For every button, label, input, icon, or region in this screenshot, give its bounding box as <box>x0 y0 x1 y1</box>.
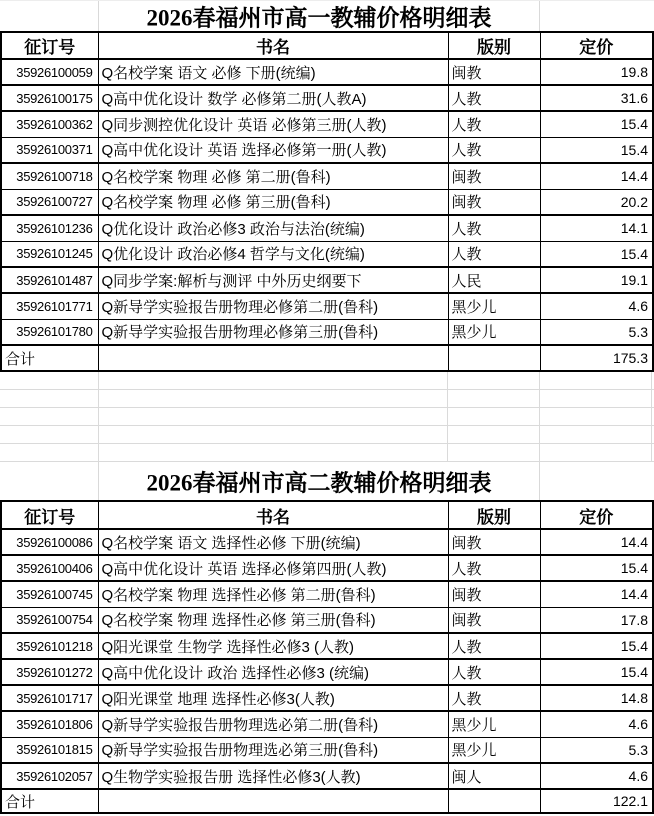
empty-cell[interactable] <box>448 789 540 813</box>
cell-price[interactable]: 15.4 <box>540 241 653 267</box>
cell-publisher[interactable]: 黑少儿 <box>448 737 540 763</box>
cell-order-id[interactable]: 35926102057 <box>1 763 98 789</box>
cell-price[interactable]: 15.4 <box>540 137 653 163</box>
cell-price[interactable]: 14.4 <box>540 581 653 607</box>
cell-publisher[interactable]: 黑少儿 <box>448 319 540 345</box>
cell-publisher[interactable]: 人教 <box>448 555 540 581</box>
cell-book-name[interactable]: Q名校学案 物理 选择性必修 第三册(鲁科) <box>98 607 448 633</box>
cell-publisher[interactable]: 人教 <box>448 241 540 267</box>
header-cell-price[interactable]: 定价 <box>540 32 653 59</box>
cell-book-name[interactable]: Q名校学案 物理 必修 第二册(鲁科) <box>98 163 448 189</box>
table-row <box>1 111 653 137</box>
cell-book-name[interactable]: Q新导学实验报告册物理选必第三册(鲁科) <box>98 737 448 763</box>
table-row <box>1 85 653 111</box>
cell-price[interactable]: 4.6 <box>540 711 653 737</box>
empty-cell[interactable] <box>98 345 448 371</box>
header-cell-publisher[interactable]: 版别 <box>448 32 540 59</box>
header-row <box>1 501 653 529</box>
cell-order-id[interactable]: 35926100745 <box>1 581 98 607</box>
grade10-title-row[interactable] <box>0 0 654 31</box>
cell-book-name[interactable]: Q名校学案 语文 选择性必修 下册(统编) <box>98 529 448 555</box>
total-row <box>1 345 653 371</box>
cell-publisher[interactable]: 人教 <box>448 137 540 163</box>
cell-book-name[interactable]: Q名校学案 语文 必修 下册(统编) <box>98 59 448 85</box>
cell-order-id[interactable]: 35926101780 <box>1 319 98 345</box>
cell-price[interactable]: 4.6 <box>540 763 653 789</box>
cell-price[interactable]: 5.3 <box>540 319 653 345</box>
cell-publisher[interactable]: 人教 <box>448 659 540 685</box>
header-cell-book-name[interactable]: 书名 <box>98 32 448 59</box>
cell-price[interactable]: 31.6 <box>540 85 653 111</box>
cell-book-name[interactable]: Q新导学实验报告册物理必修第二册(鲁科) <box>98 293 448 319</box>
cell-publisher[interactable]: 闽教 <box>448 607 540 633</box>
cell-order-id[interactable]: 35926101245 <box>1 241 98 267</box>
cell-order-id[interactable]: 35926100175 <box>1 85 98 111</box>
cell-price[interactable]: 5.3 <box>540 737 653 763</box>
empty-cell[interactable] <box>98 789 448 813</box>
total-value-cell[interactable]: 122.1 <box>540 789 653 813</box>
header-cell-order-id[interactable]: 征订号 <box>1 32 98 59</box>
cell-order-id[interactable]: 35926100086 <box>1 529 98 555</box>
cell-price[interactable]: 19.1 <box>540 267 653 293</box>
cell-price[interactable]: 14.4 <box>540 529 653 555</box>
header-cell-order-id[interactable]: 征订号 <box>1 501 98 529</box>
table-row <box>1 555 653 581</box>
cell-publisher[interactable]: 人教 <box>448 215 540 241</box>
cell-price[interactable]: 20.2 <box>540 189 653 215</box>
cell-book-name[interactable]: Q高中优化设计 政治 选择性必修3 (统编) <box>98 659 448 685</box>
cell-publisher[interactable]: 黑少儿 <box>448 293 540 319</box>
cell-order-id[interactable]: 35926100406 <box>1 555 98 581</box>
cell-order-id[interactable]: 35926101717 <box>1 685 98 711</box>
total-label-cell[interactable]: 合计 <box>1 345 98 371</box>
table-row <box>1 763 653 789</box>
cell-order-id[interactable]: 35926100362 <box>1 111 98 137</box>
cell-order-id[interactable]: 35926101272 <box>1 659 98 685</box>
cell-order-id[interactable]: 35926100754 <box>1 607 98 633</box>
header-cell-publisher[interactable]: 版别 <box>448 501 540 529</box>
table-row <box>1 607 653 633</box>
table-row <box>1 241 653 267</box>
table-row <box>1 59 653 85</box>
cell-order-id[interactable]: 35926101218 <box>1 633 98 659</box>
table-row <box>1 659 653 685</box>
cell-book-name[interactable]: Q阳光课堂 生物学 选择性必修3 (人教) <box>98 633 448 659</box>
cell-book-name[interactable]: Q高中优化设计 数学 必修第二册(人教A) <box>98 85 448 111</box>
header-row <box>1 32 653 59</box>
cell-order-id[interactable]: 35926101236 <box>1 215 98 241</box>
cell-book-name[interactable]: Q名校学案 物理 选择性必修 第二册(鲁科) <box>98 581 448 607</box>
empty-grid-area[interactable] <box>0 372 654 462</box>
total-value-cell[interactable]: 175.3 <box>540 345 653 371</box>
cell-order-id[interactable]: 35926101771 <box>1 293 98 319</box>
cell-price[interactable]: 19.8 <box>540 59 653 85</box>
cell-order-id[interactable]: 35926100371 <box>1 137 98 163</box>
cell-order-id[interactable]: 35926100718 <box>1 163 98 189</box>
cell-book-name[interactable]: Q高中优化设计 英语 选择必修第一册(人教) <box>98 137 448 163</box>
cell-book-name[interactable]: Q生物学实验报告册 选择性必修3(人教) <box>98 763 448 789</box>
table-row <box>1 685 653 711</box>
cell-book-name[interactable]: Q新导学实验报告册物理必修第三册(鲁科) <box>98 319 448 345</box>
cell-price[interactable]: 14.8 <box>540 685 653 711</box>
cell-book-name[interactable]: Q阳光课堂 地理 选择性必修3(人教) <box>98 685 448 711</box>
cell-publisher[interactable]: 人民 <box>448 267 540 293</box>
table-row <box>1 737 653 763</box>
cell-publisher[interactable]: 闽教 <box>448 529 540 555</box>
cell-book-name[interactable]: Q同步学案:解析与测评 中外历史纲要下 <box>98 267 448 293</box>
cell-price[interactable]: 17.8 <box>540 607 653 633</box>
cell-price[interactable]: 15.4 <box>540 111 653 137</box>
cell-price[interactable]: 15.4 <box>540 659 653 685</box>
cell-order-id[interactable]: 35926101487 <box>1 267 98 293</box>
cell-book-name[interactable]: Q高中优化设计 英语 选择必修第四册(人教) <box>98 555 448 581</box>
grade11-price-table <box>0 500 654 814</box>
grade11-table-title: 2026春福州市高二教辅价格明细表 <box>146 470 492 496</box>
empty-cell[interactable] <box>448 345 540 371</box>
table-row <box>1 319 653 345</box>
table-row <box>1 215 653 241</box>
table-row <box>1 137 653 163</box>
cell-price[interactable]: 14.4 <box>540 163 653 189</box>
cell-order-id[interactable]: 35926101806 <box>1 711 98 737</box>
cell-book-name[interactable]: Q新导学实验报告册物理选必第二册(鲁科) <box>98 711 448 737</box>
grade11-title-row[interactable] <box>0 462 654 500</box>
total-row <box>1 789 653 813</box>
table-row <box>1 633 653 659</box>
header-cell-book-name[interactable]: 书名 <box>98 501 448 529</box>
cell-publisher[interactable]: 人教 <box>448 685 540 711</box>
cell-publisher[interactable]: 闽教 <box>448 189 540 215</box>
table-row <box>1 163 653 189</box>
cell-order-id[interactable]: 35926100059 <box>1 59 98 85</box>
cell-publisher[interactable]: 人教 <box>448 633 540 659</box>
cell-publisher[interactable]: 黑少儿 <box>448 711 540 737</box>
table-row <box>1 529 653 555</box>
cell-publisher[interactable]: 闽人 <box>448 763 540 789</box>
cell-publisher[interactable]: 闽教 <box>448 581 540 607</box>
cell-book-name[interactable]: Q优化设计 政治必修3 政治与法治(统编) <box>98 215 448 241</box>
cell-price[interactable]: 15.4 <box>540 633 653 659</box>
cell-price[interactable]: 14.1 <box>540 215 653 241</box>
table-row <box>1 581 653 607</box>
cell-order-id[interactable]: 35926101815 <box>1 737 98 763</box>
total-label-cell[interactable]: 合计 <box>1 789 98 813</box>
cell-publisher[interactable]: 闽教 <box>448 59 540 85</box>
cell-price[interactable]: 4.6 <box>540 293 653 319</box>
cell-price[interactable]: 15.4 <box>540 555 653 581</box>
table-row <box>1 711 653 737</box>
table-row <box>1 189 653 215</box>
cell-publisher[interactable]: 人教 <box>448 111 540 137</box>
table-row <box>1 267 653 293</box>
header-cell-price[interactable]: 定价 <box>540 501 653 529</box>
cell-order-id[interactable]: 35926100727 <box>1 189 98 215</box>
cell-book-name[interactable]: Q优化设计 政治必修4 哲学与文化(统编) <box>98 241 448 267</box>
cell-publisher[interactable]: 人教 <box>448 85 540 111</box>
table-row <box>1 293 653 319</box>
cell-book-name[interactable]: Q名校学案 物理 必修 第三册(鲁科) <box>98 189 448 215</box>
grade10-table-title: 2026春福州市高一教辅价格明细表 <box>146 5 492 31</box>
grade10-price-table <box>0 31 654 372</box>
cell-book-name[interactable]: Q同步测控优化设计 英语 必修第三册(人教) <box>98 111 448 137</box>
cell-publisher[interactable]: 闽教 <box>448 163 540 189</box>
